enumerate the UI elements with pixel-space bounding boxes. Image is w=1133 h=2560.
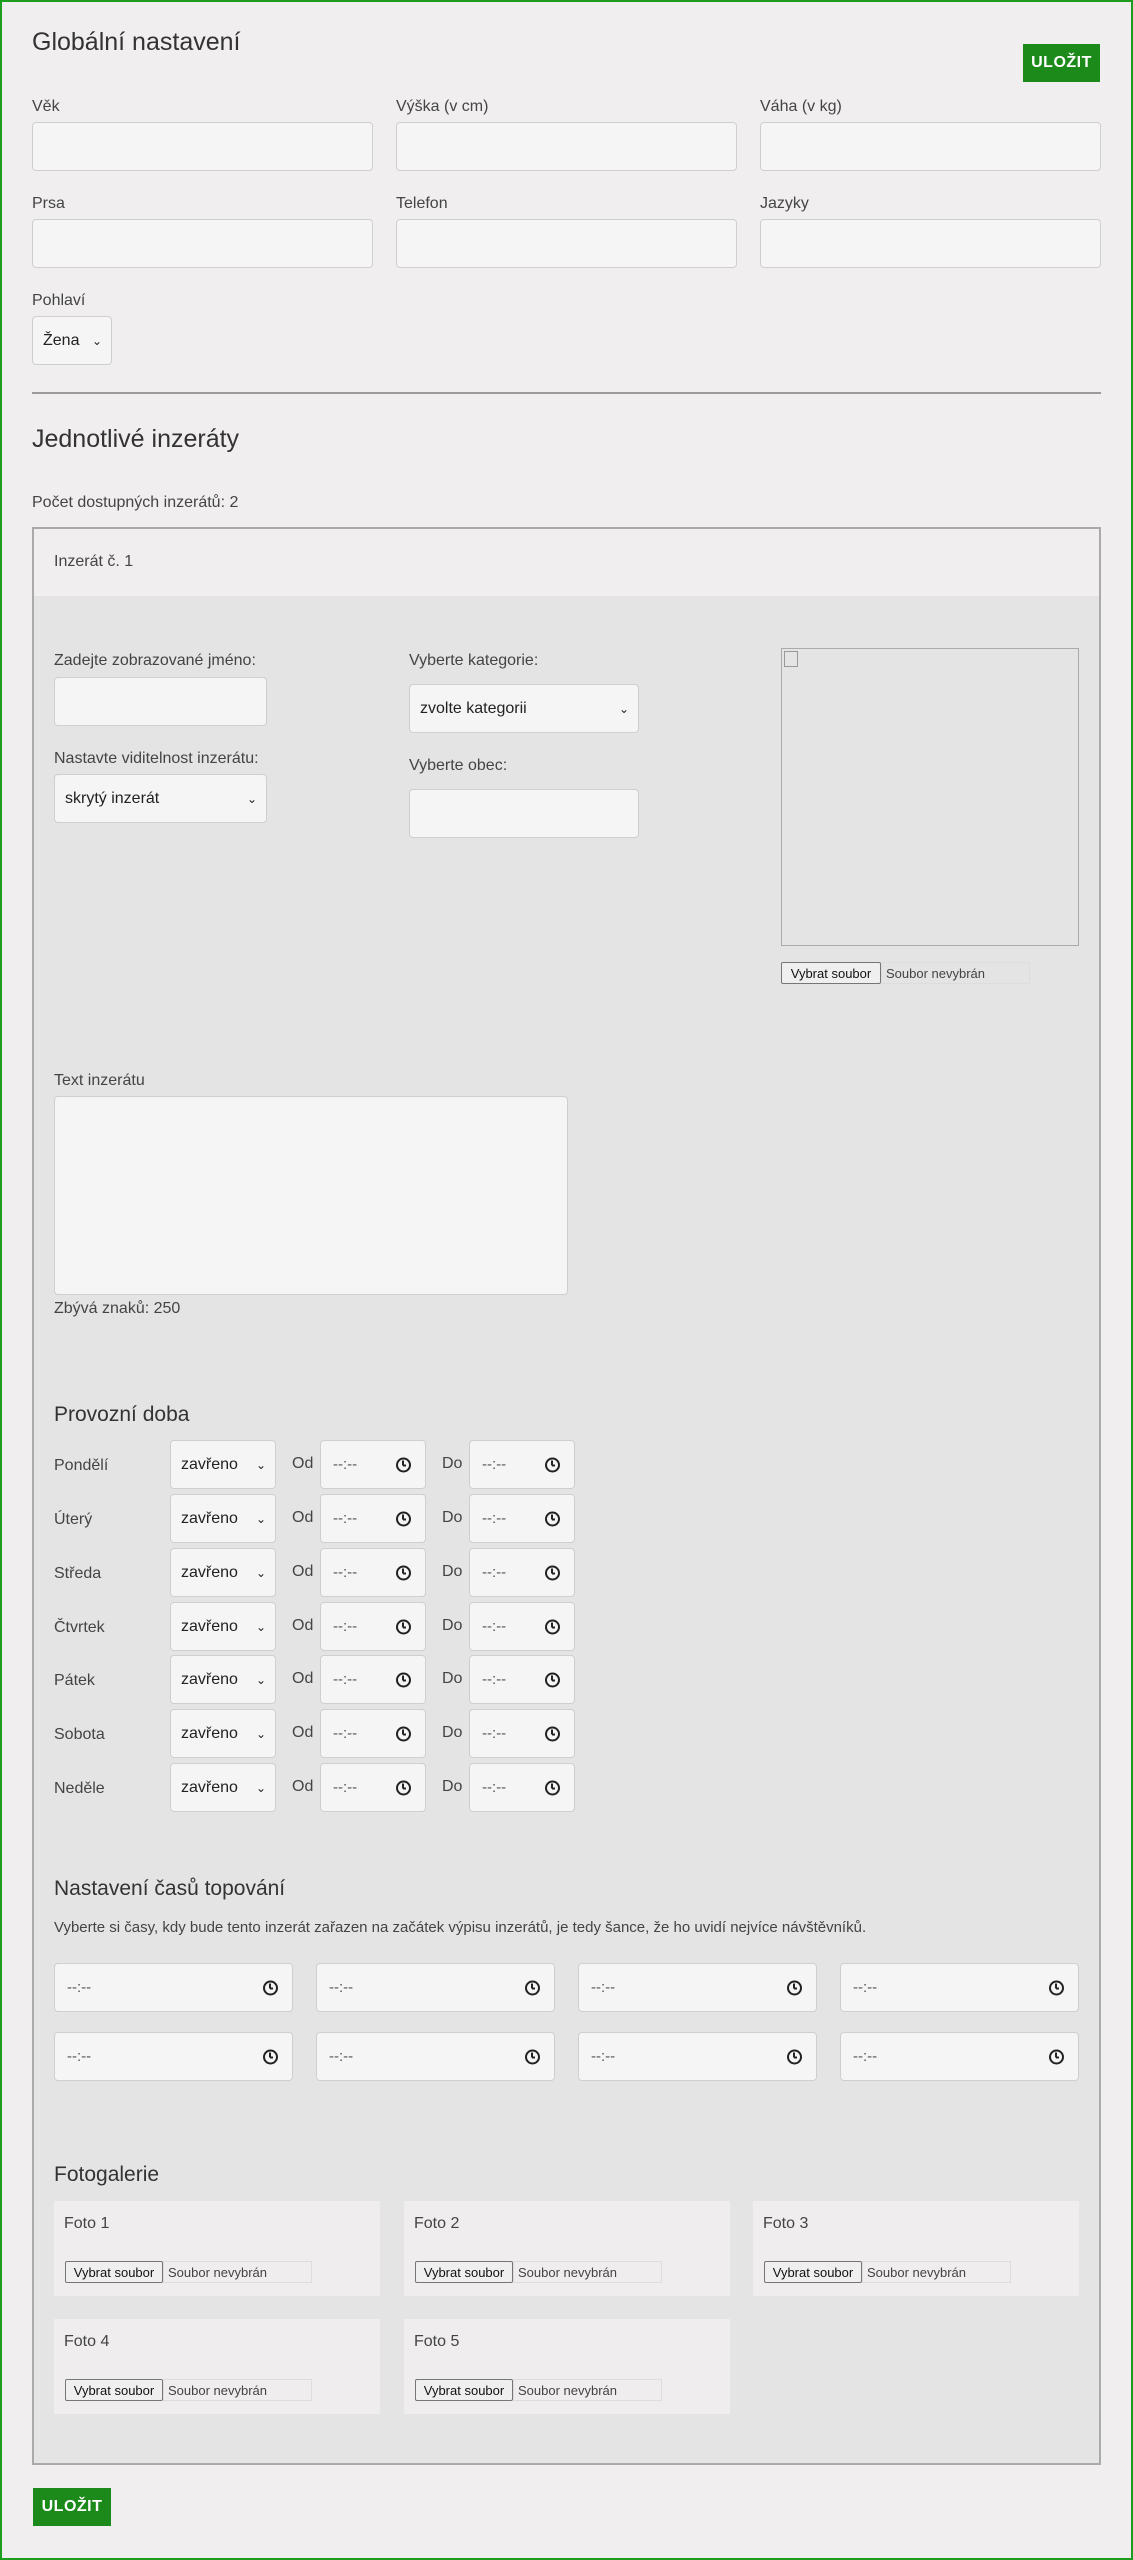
day-status-value: zavřeno — [181, 1724, 238, 1742]
chevron-down-icon: ⌄ — [246, 791, 257, 806]
category-label: Vyberte kategorie: — [409, 652, 539, 669]
from-time-input[interactable] — [320, 1548, 426, 1597]
clock-icon — [263, 2049, 278, 2064]
clock-icon — [396, 1726, 411, 1741]
time-placeholder: --:-- — [591, 2048, 616, 2065]
chevron-down-icon: ⌄ — [255, 1672, 266, 1687]
top-time-input[interactable] — [840, 1963, 1079, 2012]
save-button-top[interactable]: ULOŽIT — [1023, 44, 1100, 82]
clock-icon — [396, 1457, 411, 1472]
from-label: Od — [292, 1563, 314, 1580]
ads-title: Jednotlivé inzeráty — [32, 425, 240, 453]
to-label: Do — [442, 1617, 463, 1634]
gallery-title: Fotogalerie — [54, 2163, 160, 2186]
photo-file-name: Soubor nevybrán — [513, 2261, 662, 2283]
section-divider — [32, 392, 1101, 394]
to-time-input[interactable] — [469, 1602, 575, 1651]
chevron-down-icon: ⌄ — [255, 1726, 266, 1741]
chevron-down-icon: ⌄ — [255, 1457, 266, 1472]
top-time-input[interactable] — [316, 2032, 555, 2081]
clock-icon — [1049, 1980, 1064, 1995]
clock-icon — [525, 2049, 540, 2064]
languages-label: Jazyky — [760, 195, 809, 212]
chevron-down-icon: ⌄ — [255, 1619, 266, 1634]
age-label: Věk — [32, 98, 60, 115]
chevron-down-icon: ⌄ — [91, 333, 102, 348]
clock-icon — [787, 2049, 802, 2064]
photo-title: Foto 4 — [64, 2333, 110, 2350]
photo-file-button[interactable]: Vybrat soubor — [764, 2261, 862, 2283]
day-label: Úterý — [54, 1511, 93, 1528]
town-label: Vyberte obec: — [409, 757, 508, 774]
ad-main-image — [781, 648, 1079, 946]
clock-icon — [525, 1980, 540, 1995]
time-placeholder: --:-- — [333, 1456, 358, 1473]
display-name-label: Zadejte zobrazované jméno: — [54, 652, 256, 669]
town-input[interactable] — [409, 789, 639, 838]
from-label: Od — [292, 1724, 314, 1741]
to-time-input[interactable] — [469, 1655, 575, 1704]
day-status-value: zavřeno — [181, 1778, 238, 1796]
clock-icon — [545, 1511, 560, 1526]
age-input[interactable] — [32, 122, 373, 171]
category-select[interactable] — [409, 684, 639, 733]
clock-icon — [396, 1780, 411, 1795]
phone-input[interactable] — [396, 219, 737, 268]
day-status-select[interactable] — [170, 1548, 276, 1597]
clock-icon — [396, 1672, 411, 1687]
chevron-down-icon: ⌄ — [255, 1511, 266, 1526]
time-placeholder: --:-- — [329, 2048, 354, 2065]
to-label: Do — [442, 1455, 463, 1472]
clock-icon — [545, 1672, 560, 1687]
day-status-select[interactable] — [170, 1440, 276, 1489]
from-label: Od — [292, 1670, 314, 1687]
day-label: Neděle — [54, 1780, 105, 1797]
to-label: Do — [442, 1724, 463, 1741]
time-placeholder: --:-- — [333, 1564, 358, 1581]
to-time-input[interactable] — [469, 1763, 575, 1812]
time-placeholder: --:-- — [333, 1510, 358, 1527]
ad-text-area[interactable] — [54, 1096, 568, 1295]
day-status-value: zavřeno — [181, 1455, 238, 1473]
day-status-value: zavřeno — [181, 1509, 238, 1527]
ad-header-title: Inzerát č. 1 — [54, 553, 134, 570]
time-placeholder: --:-- — [591, 1979, 616, 1996]
save-button-bottom[interactable]: ULOŽIT — [33, 2488, 111, 2526]
photo-file-button[interactable]: Vybrat soubor — [65, 2379, 163, 2401]
ads-count: Počet dostupných inzerátů: 2 — [32, 494, 239, 511]
time-placeholder: --:-- — [67, 1979, 92, 1996]
to-label: Do — [442, 1670, 463, 1687]
clock-icon — [787, 1980, 802, 1995]
photo-file-button[interactable]: Vybrat soubor — [65, 2261, 163, 2283]
day-status-select[interactable] — [170, 1494, 276, 1543]
photo-file-button[interactable]: Vybrat soubor — [415, 2379, 513, 2401]
top-time-input[interactable] — [54, 2032, 293, 2081]
day-label: Pátek — [54, 1672, 95, 1689]
to-label: Do — [442, 1778, 463, 1795]
display-name-input[interactable] — [54, 677, 267, 726]
weight-input[interactable] — [760, 122, 1101, 171]
broken-image-icon — [784, 651, 798, 667]
time-placeholder: --:-- — [329, 1979, 354, 1996]
clock-icon — [545, 1726, 560, 1741]
to-time-input[interactable] — [469, 1709, 575, 1758]
from-time-input[interactable] — [320, 1494, 426, 1543]
from-label: Od — [292, 1617, 314, 1634]
top-description: Vyberte si časy, kdy bude tento inzerát zařazen na začátek výpisu inzerátů, je tedy šance, že ho uvidí nejvíce návštěvníků. — [54, 1919, 867, 1936]
time-placeholder: --:-- — [482, 1564, 507, 1581]
languages-input[interactable] — [760, 219, 1101, 268]
chevron-down-icon: ⌄ — [618, 701, 629, 716]
day-status-select[interactable] — [170, 1602, 276, 1651]
time-placeholder: --:-- — [333, 1618, 358, 1635]
photo-file-name: Soubor nevybrán — [862, 2261, 1011, 2283]
to-label: Do — [442, 1509, 463, 1526]
clock-icon — [545, 1565, 560, 1580]
top-time-input[interactable] — [578, 2032, 817, 2081]
day-status-value: zavřeno — [181, 1617, 238, 1635]
gender-select[interactable] — [32, 316, 112, 365]
day-label: Středa — [54, 1565, 102, 1582]
day-status-select[interactable] — [170, 1709, 276, 1758]
time-placeholder: --:-- — [333, 1671, 358, 1688]
time-placeholder: --:-- — [853, 1979, 878, 1996]
photo-title: Foto 1 — [64, 2215, 110, 2232]
clock-icon — [545, 1457, 560, 1472]
visibility-label: Nastavte viditelnost inzerátu: — [54, 750, 259, 767]
from-time-input[interactable] — [320, 1709, 426, 1758]
gender-label: Pohlaví — [32, 292, 86, 309]
from-time-input[interactable] — [320, 1763, 426, 1812]
hours-title: Provozní doba — [54, 1403, 190, 1426]
ad-text-label: Text inzerátu — [54, 1072, 145, 1089]
phone-label: Telefon — [396, 195, 448, 212]
to-time-input[interactable] — [469, 1440, 575, 1489]
day-status-value: zavřeno — [181, 1670, 238, 1688]
bust-label: Prsa — [32, 195, 65, 212]
chars-left: Zbývá znaků: 250 — [54, 1300, 181, 1317]
time-placeholder: --:-- — [482, 1671, 507, 1688]
clock-icon — [545, 1780, 560, 1795]
time-placeholder: --:-- — [482, 1725, 507, 1742]
bust-input[interactable] — [32, 219, 373, 268]
photo-file-name: Soubor nevybrán — [513, 2379, 662, 2401]
visibility-value: skrytý inzerát — [65, 789, 160, 807]
from-time-input[interactable] — [320, 1602, 426, 1651]
clock-icon — [545, 1619, 560, 1634]
time-placeholder: --:-- — [482, 1779, 507, 1796]
photo-title: Foto 2 — [414, 2215, 460, 2232]
time-placeholder: --:-- — [333, 1779, 358, 1796]
photo-file-name: Soubor nevybrán — [163, 2379, 312, 2401]
day-status-value: zavřeno — [181, 1563, 238, 1581]
day-label: Pondělí — [54, 1457, 109, 1474]
clock-icon — [396, 1565, 411, 1580]
photo-title: Foto 5 — [414, 2333, 460, 2350]
from-time-input[interactable] — [320, 1440, 426, 1489]
to-time-input[interactable] — [469, 1548, 575, 1597]
day-label: Sobota — [54, 1726, 105, 1743]
day-status-select[interactable] — [170, 1655, 276, 1704]
clock-icon — [1049, 2049, 1064, 2064]
chevron-down-icon: ⌄ — [255, 1780, 266, 1795]
time-placeholder: --:-- — [333, 1725, 358, 1742]
main-image-file-button[interactable]: Vybrat soubor — [781, 962, 881, 984]
main-image-file-name: Soubor nevybrán — [881, 962, 1030, 984]
clock-icon — [263, 1980, 278, 1995]
from-label: Od — [292, 1509, 314, 1526]
category-value: zvolte kategorii — [420, 699, 527, 717]
clock-icon — [396, 1619, 411, 1634]
weight-label: Váha (v kg) — [760, 98, 842, 115]
to-label: Do — [442, 1563, 463, 1580]
time-placeholder: --:-- — [482, 1510, 507, 1527]
height-input[interactable] — [396, 122, 737, 171]
top-time-input[interactable] — [578, 1963, 817, 2012]
gender-value: Žena — [43, 331, 80, 349]
time-placeholder: --:-- — [853, 2048, 878, 2065]
to-time-input[interactable] — [469, 1494, 575, 1543]
time-placeholder: --:-- — [67, 2048, 92, 2065]
visibility-select[interactable] — [54, 774, 267, 823]
clock-icon — [396, 1511, 411, 1526]
photo-file-name: Soubor nevybrán — [163, 2261, 312, 2283]
top-time-input[interactable] — [316, 1963, 555, 2012]
from-label: Od — [292, 1778, 314, 1795]
day-status-select[interactable] — [170, 1763, 276, 1812]
time-placeholder: --:-- — [482, 1618, 507, 1635]
top-time-input[interactable] — [840, 2032, 1079, 2081]
top-title: Nastavení časů topování — [54, 1877, 286, 1900]
from-time-input[interactable] — [320, 1655, 426, 1704]
top-time-input[interactable] — [54, 1963, 293, 2012]
from-label: Od — [292, 1455, 314, 1472]
height-label: Výška (v cm) — [396, 98, 489, 115]
photo-file-button[interactable]: Vybrat soubor — [415, 2261, 513, 2283]
day-label: Čtvrtek — [54, 1619, 105, 1636]
chevron-down-icon: ⌄ — [255, 1565, 266, 1580]
ad-panel-header — [34, 529, 1099, 596]
time-placeholder: --:-- — [482, 1456, 507, 1473]
global-title: Globální nastavení — [32, 28, 241, 56]
photo-title: Foto 3 — [763, 2215, 809, 2232]
